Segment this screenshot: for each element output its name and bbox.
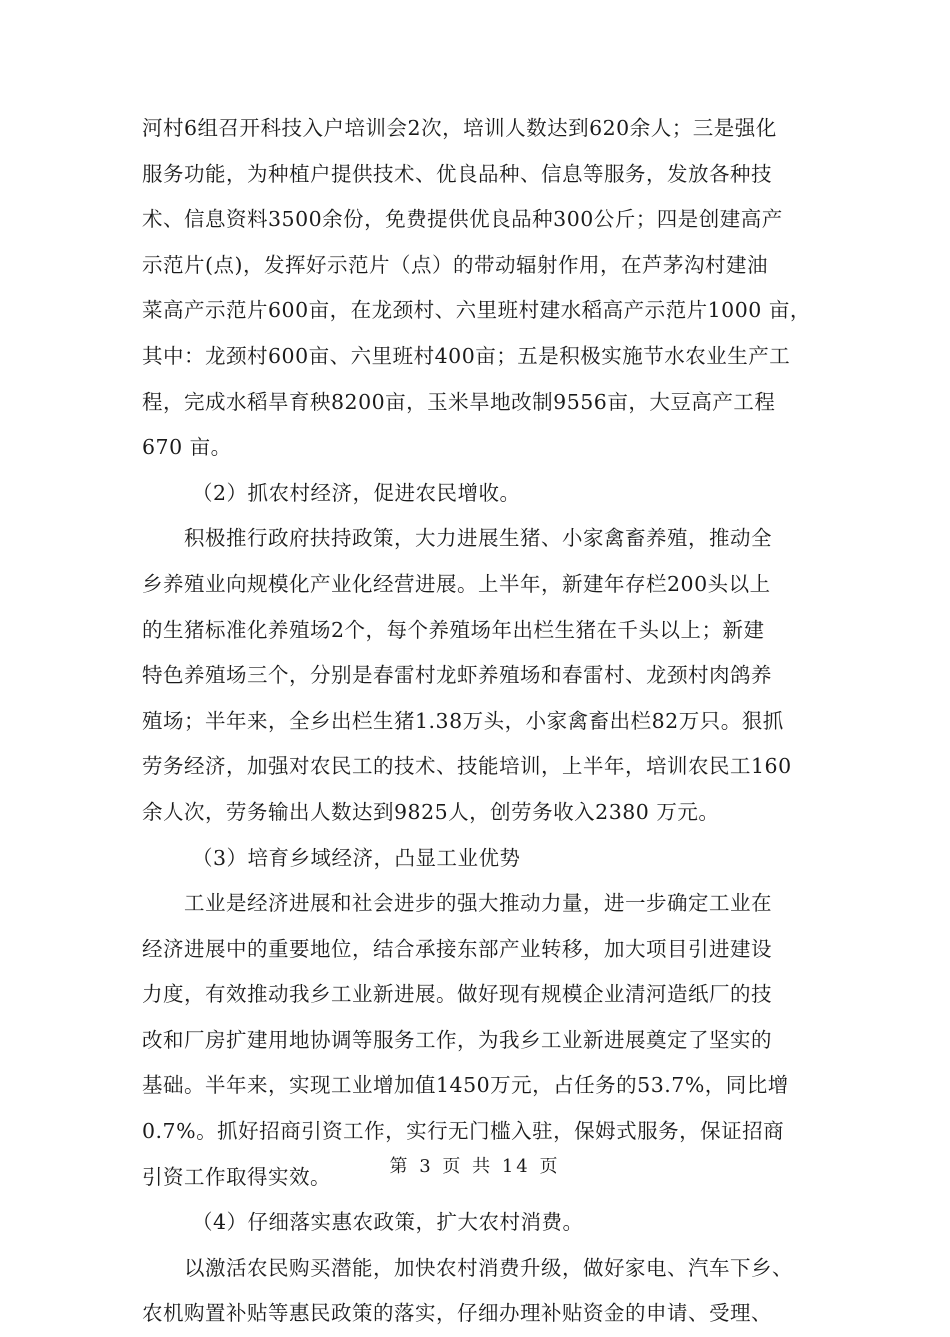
- section-heading: （2）抓农村经济，促进农民增收。: [192, 480, 521, 505]
- text-line: 0.7%。抓好招商引资工作，实行无门槛入驻，保姆式服务，保证招商: [142, 1119, 785, 1144]
- text-line: 殖场；半年来，全乡出栏生猪1.38万头，小家禽畜出栏82万只。狠抓: [142, 708, 784, 733]
- text-line: 基础。半年来，实现工业增加值1450万元，占任务的53.7%，同比增: [142, 1073, 789, 1098]
- text-line: 乡养殖业向规模化产业化经营进展。上半年，新建年存栏200头以上: [142, 571, 771, 596]
- text-line: 引资工作取得实效。: [142, 1164, 331, 1189]
- text-line: 积极推行政府扶持政策，大力进展生猪、小家禽畜养殖，推动全: [184, 526, 772, 551]
- text-line: 力度，有效推动我乡工业新进展。做好现有规模企业清河造纸厂的技: [142, 982, 772, 1007]
- page-number-footer: 第 3 页 共 14 页: [389, 1156, 561, 1177]
- text-line: 农机购置补贴等惠民政策的落实，仔细办理补贴资金的申请、受理、: [142, 1301, 772, 1326]
- text-line: 余人次，劳务输出人数达到9825人，创劳务收入2380 万元。: [142, 799, 720, 824]
- text-line: 工业是经济进展和社会进步的强大推动力量，进一步确定工业在: [184, 891, 772, 916]
- text-line: 改和厂房扩建用地协调等服务工作，为我乡工业新进展奠定了坚实的: [142, 1027, 772, 1052]
- text-line: 服务功能，为种植户提供技术、优良品种、信息等服务，发放各种技: [142, 161, 772, 186]
- text-line: 术、信息资料3500余份，免费提供优良品种300公斤；四是创建高产: [142, 207, 783, 232]
- text-line: 程，完成水稻旱育秧8200亩，玉米旱地改制9556亩，大豆高产工程: [142, 389, 776, 414]
- text-line: 以激活农民购买潜能，加快农村消费升级，做好家电、汽车下乡、: [184, 1255, 793, 1280]
- section-heading: （3）培育乡域经济，凸显工业优势: [192, 845, 521, 870]
- text-line: 经济进展中的重要地位，结合承接东部产业转移，加大项目引进建设: [142, 936, 772, 961]
- text-line: 菜高产示范片600亩，在龙颈村、六里班村建水稻高产示范片1000 亩，: [142, 298, 811, 323]
- text-line: 示范片(点)，发挥好示范片（点）的带动辐射作用，在芦茅沟村建油: [142, 252, 768, 277]
- text-line: 劳务经济，加强对农民工的技术、技能培训，上半年，培训农民工160: [142, 754, 792, 779]
- text-line: 的生猪标准化养殖场2个，每个养殖场年出栏生猪在千头以上；新建: [142, 617, 765, 642]
- text-line: 670 亩。: [142, 435, 232, 460]
- text-line: 特色养殖场三个，分别是春雷村龙虾养殖场和春雷村、龙颈村肉鸽养: [142, 663, 772, 688]
- section-heading: （4）仔细落实惠农政策，扩大农村消费。: [192, 1210, 584, 1235]
- text-line: 河村6组召开科技入户培训会2次，培训人数达到620余人；三是强化: [142, 116, 777, 140]
- text-line: 其中：龙颈村600亩、六里班村400亩；五是积极实施节水农业生产工: [142, 343, 791, 368]
